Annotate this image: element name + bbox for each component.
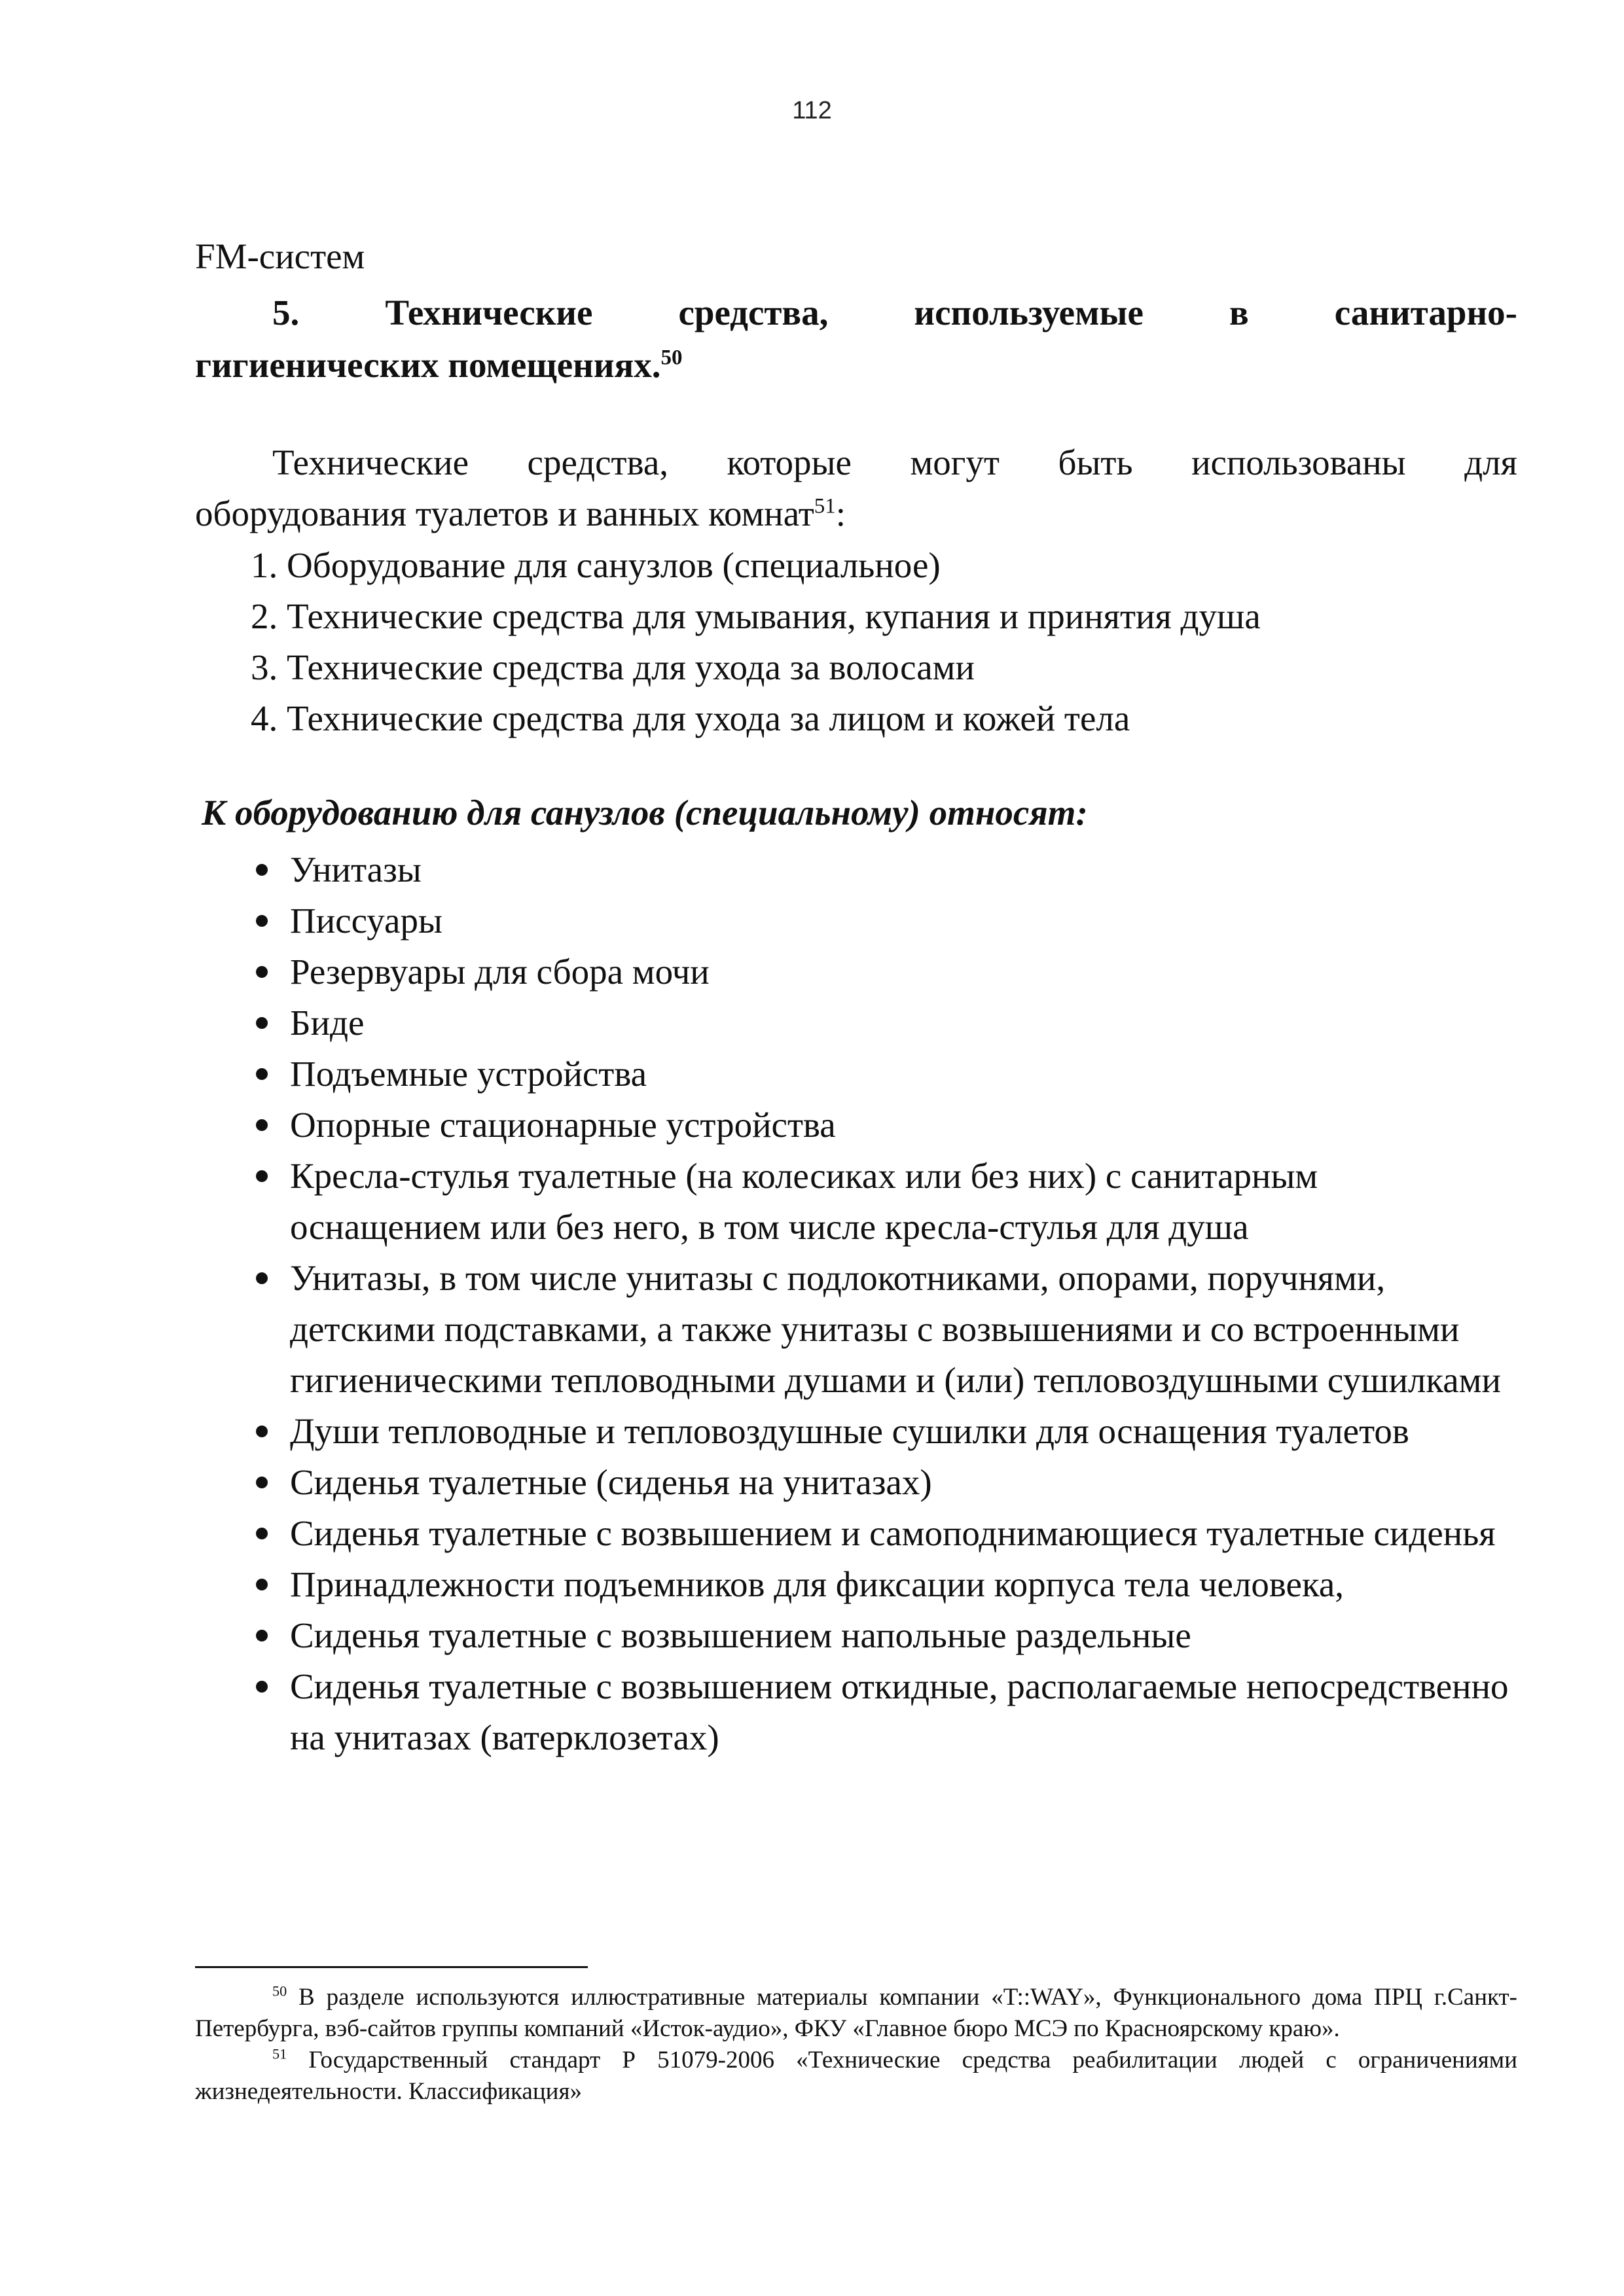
numbered-list-item: 4. Технические средства для ухода за лицом и кожей тела: [251, 698, 1130, 738]
footnote-text: Государственный стандарт Р 51079-2006 «Технические средства реабилитации людей с ограничениями жизнедеятельности. Классификация»: [195, 2047, 1517, 2105]
bullet-item: [251, 1151, 1517, 1253]
bullet-item: [251, 997, 1517, 1049]
equipment-bullet-list: [251, 844, 1517, 1763]
heading-line-2-text: гигиенических помещениях.: [195, 345, 661, 385]
heading-line-2: [195, 339, 1517, 391]
bullet-text: Сиденья туалетные с возвышением откидные, располагаемые непосредственно на унитазах (ватерклозетах): [290, 1666, 1509, 1757]
bullet-icon: [256, 1528, 268, 1539]
heading-word: используемые: [914, 293, 1144, 332]
heading-number: 5.: [272, 293, 300, 332]
footnotes: [195, 1982, 1517, 2108]
footnote-text: В разделе используются иллюстративные материалы компании «T::WAY», Функционального дома ПРЦ г.Санкт-Петербурга, вэб-сайтов группы компаний «Исток-аудио», ФКУ «Главное бюро МСЭ по Красноярскому краю».: [195, 1984, 1517, 2042]
footnote-mark: 50: [272, 1982, 287, 2000]
bullet-text: Биде: [290, 1003, 365, 1043]
bullet-item: [251, 1457, 1517, 1508]
intro-word: Технические: [272, 442, 469, 482]
bullet-icon: [256, 1017, 268, 1029]
numbered-list-item: 3. Технические средства для ухода за волосами: [251, 647, 975, 687]
bullet-text: Души тепловодные и тепловоздушные сушилки для оснащения туалетов: [290, 1411, 1409, 1451]
intro-paragraph: [195, 437, 1517, 539]
intro-word: использованы: [1191, 442, 1406, 482]
bullet-icon: [256, 1272, 268, 1284]
bullet-item: [251, 1610, 1517, 1661]
bullet-text: Принадлежности подъемников для фиксации корпуса тела человека,: [290, 1564, 1344, 1604]
footnote-51: [195, 2045, 1517, 2108]
bullet-text: Подъемные устройства: [290, 1054, 647, 1094]
bullet-item: [251, 1559, 1517, 1610]
bullet-item: [251, 1661, 1517, 1763]
bullet-text: Сиденья туалетные с возвышением и самоподнимающиеся туалетные сиденья: [290, 1513, 1496, 1553]
equipment-subheading: К оборудованию для санузлов (специальному) относят:: [202, 793, 1088, 833]
intro-line-2: [195, 488, 1517, 539]
section-heading: [195, 287, 1517, 391]
bullet-item: [251, 1406, 1517, 1457]
intro-line-2-text: оборудования туалетов и ванных комнат: [195, 493, 814, 533]
bullet-text: Резервуары для сбора мочи: [290, 952, 710, 992]
bullet-text: Кресла-стулья туалетные (на колесиках или без них) с санитарным оснащением или без него, в том числе кресла-стулья для душа: [290, 1156, 1318, 1247]
bullet-icon: [256, 1426, 268, 1437]
bullet-text: Унитазы: [290, 850, 422, 889]
numbered-list: [251, 540, 1517, 744]
intro-word: быть: [1058, 442, 1133, 482]
bullet-icon: [256, 1630, 268, 1641]
fm-systems-line: FM-систем: [195, 236, 365, 276]
bullet-icon: [256, 966, 268, 978]
bullet-icon: [256, 864, 268, 876]
bullet-text: Унитазы, в том числе унитазы с подлокотниками, опорами, поручнями, детскими подставками, а также унитазы с возвышениями и со встроенными гигиеническими тепловодными душами и (или) тепловоздушными сушилками: [290, 1258, 1501, 1400]
bullet-icon: [256, 1681, 268, 1693]
bullet-icon: [256, 915, 268, 927]
bullet-text: Писсуары: [290, 901, 442, 941]
heading-line-1: [195, 287, 1517, 339]
bullet-icon: [256, 1068, 268, 1080]
footnote-50: [195, 1982, 1517, 2045]
bullet-item: [251, 1049, 1517, 1100]
bullet-icon: [256, 1579, 268, 1590]
heading-word: Технические: [385, 293, 593, 332]
heading-word: в: [1229, 293, 1249, 332]
footnote-mark: 51: [272, 2045, 287, 2062]
numbered-list-item: 1. Оборудование для санузлов (специальное): [251, 545, 941, 585]
bullet-text: Сиденья туалетные (сиденья на унитазах): [290, 1462, 932, 1502]
intro-word: средства,: [527, 442, 668, 482]
heading-word: средства,: [678, 293, 829, 332]
bullet-icon: [256, 1170, 268, 1182]
footnote-separator: [195, 1966, 588, 1968]
bullet-text: Сиденья туалетные с возвышением напольные раздельные: [290, 1615, 1191, 1655]
intro-colon: :: [835, 493, 846, 533]
bullet-icon: [256, 1477, 268, 1488]
bullet-item: [251, 1508, 1517, 1559]
footnote-ref-50: 50: [660, 346, 683, 370]
heading-word: санитарно-: [1334, 293, 1517, 332]
intro-word: для: [1464, 442, 1517, 482]
bullet-item: [251, 1100, 1517, 1151]
page-number: 112: [792, 97, 832, 124]
footnote-ref-51: 51: [814, 494, 836, 518]
bullet-icon: [256, 1119, 268, 1131]
bullet-item: [251, 844, 1517, 895]
intro-line-1: [195, 437, 1517, 488]
bullet-item: [251, 946, 1517, 997]
intro-word: могут: [910, 442, 1000, 482]
intro-word: которые: [727, 442, 852, 482]
bullet-item: [251, 895, 1517, 946]
bullet-item: [251, 1253, 1517, 1406]
bullet-text: Опорные стационарные устройства: [290, 1105, 836, 1145]
numbered-list-item: 2. Технические средства для умывания, купания и принятия душа: [251, 596, 1261, 636]
